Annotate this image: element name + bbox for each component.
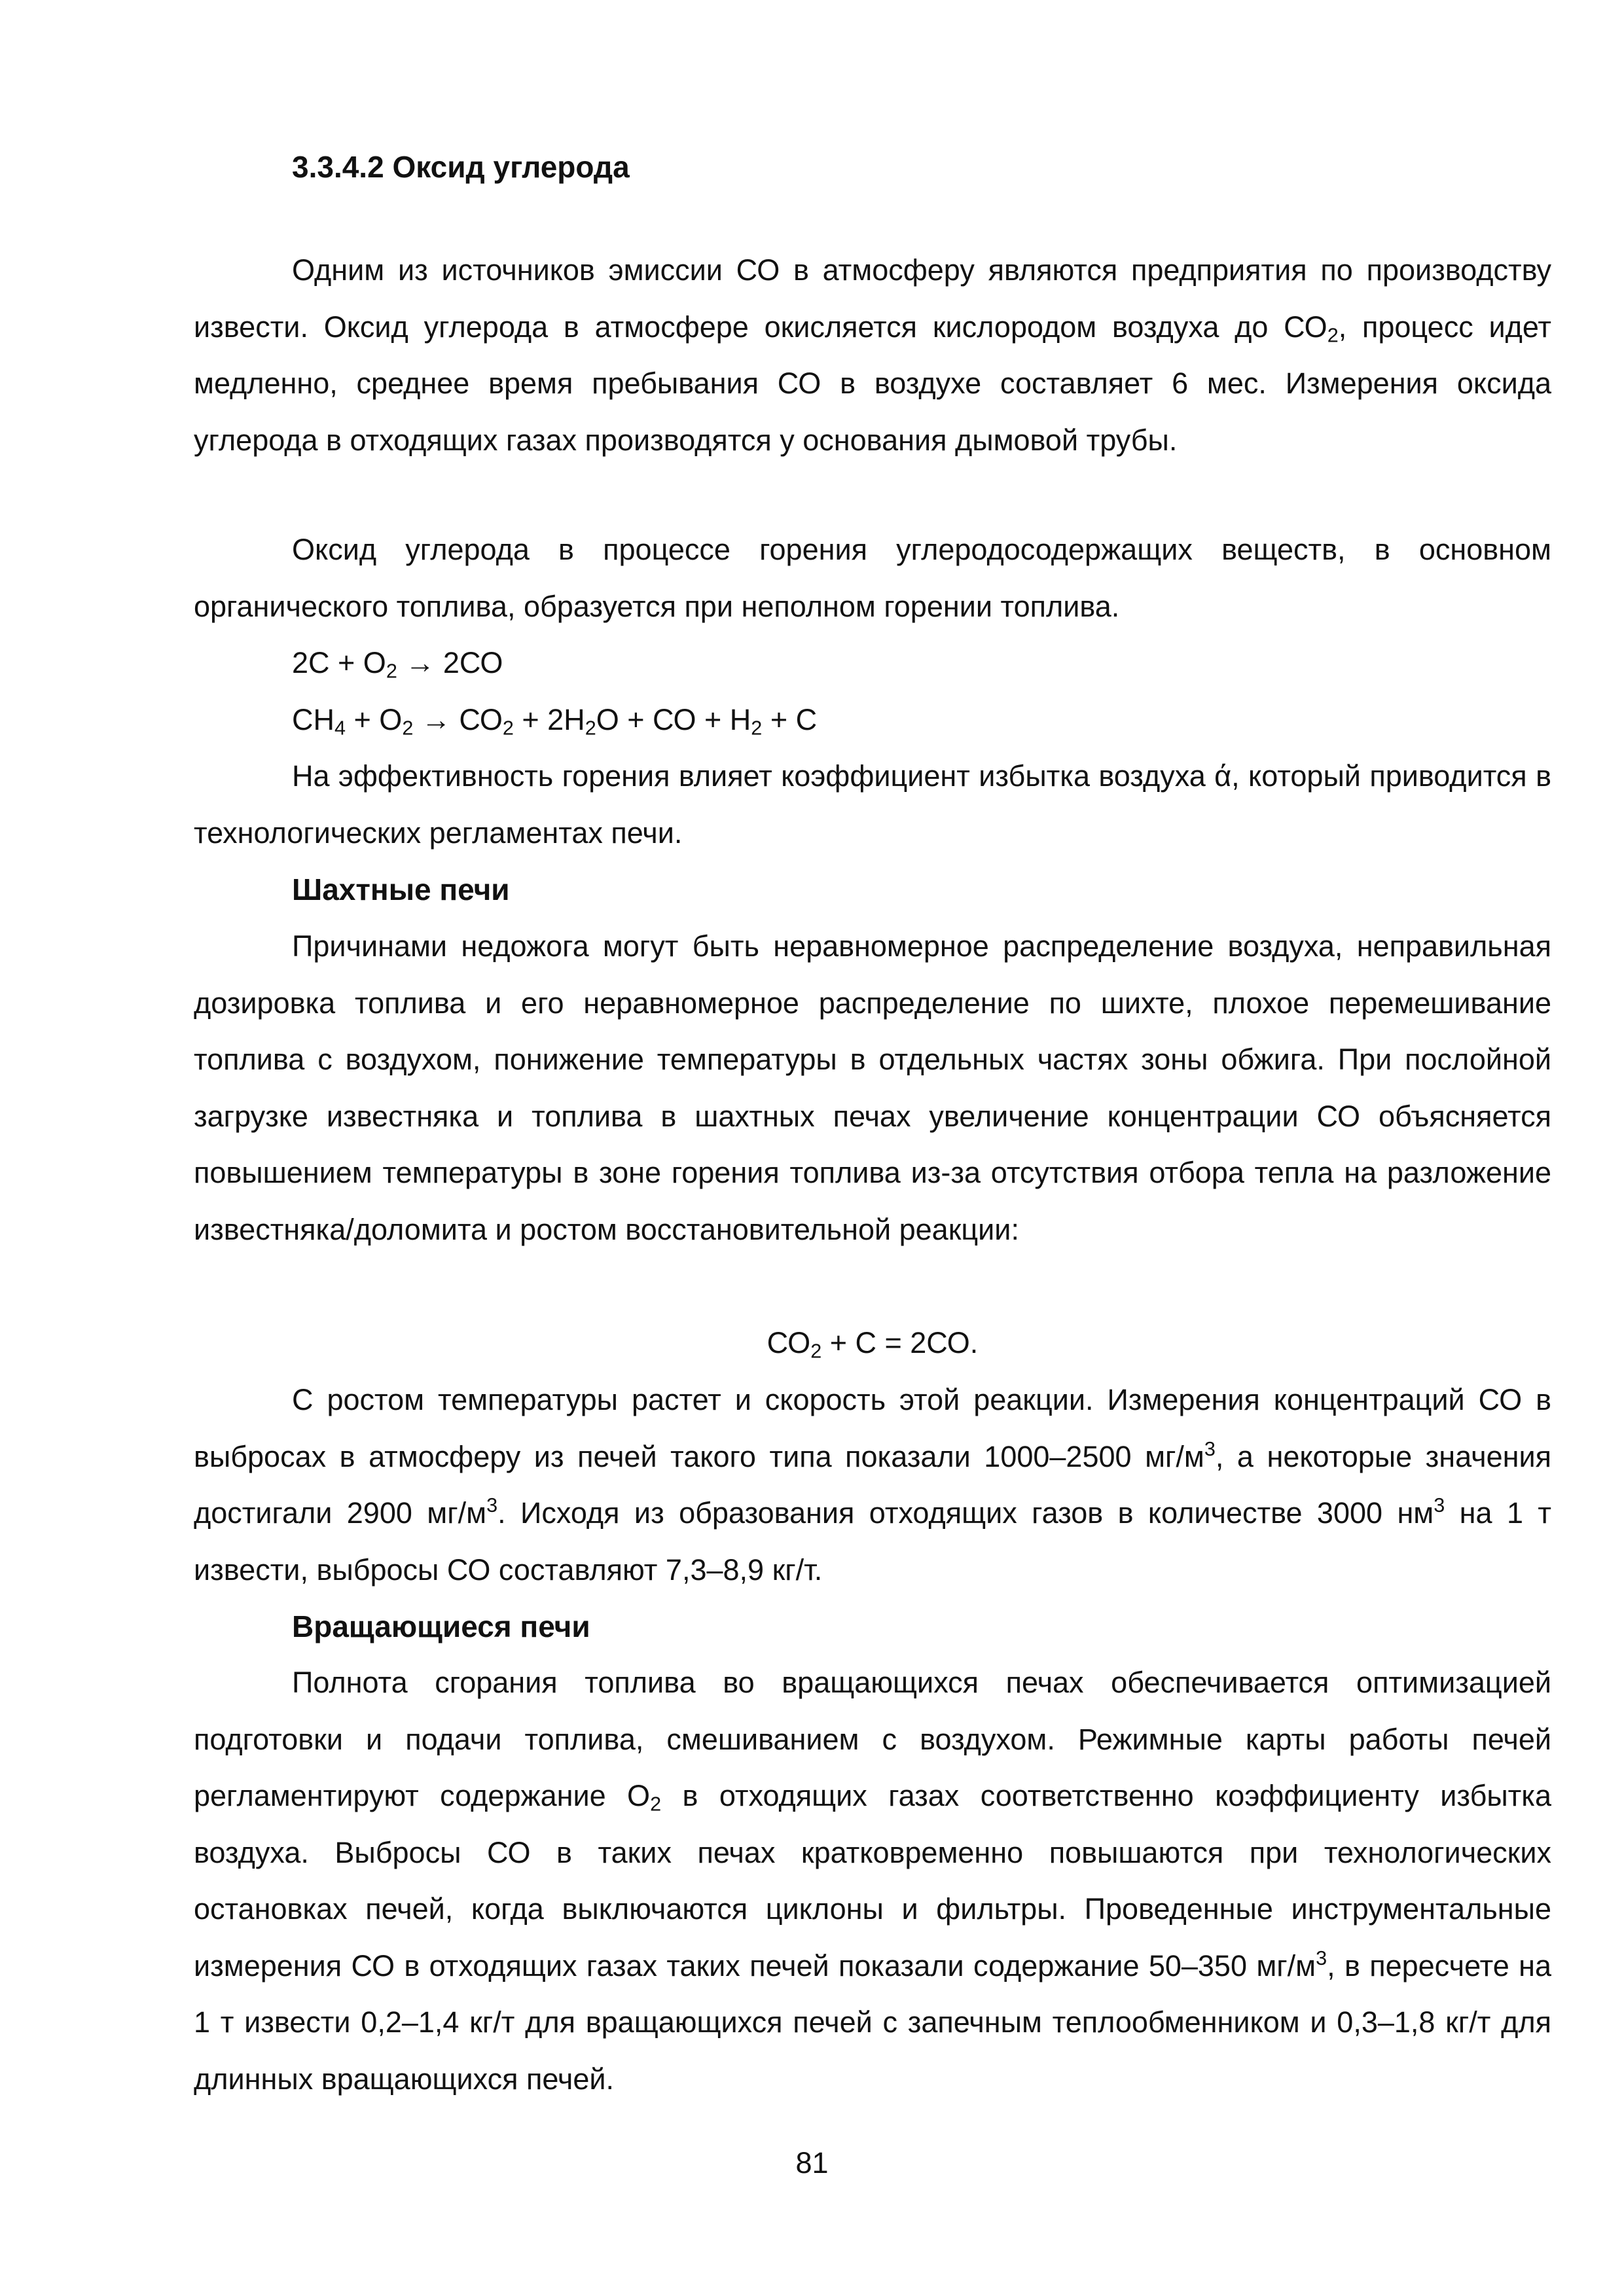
subheading-shaft-kilns: Шахтные печи bbox=[292, 872, 510, 906]
paragraph-air-excess: На эффективность горения влияет коэффициент избытка воздуха ά, который приводится в технологических регламентах печи. bbox=[194, 759, 1551, 850]
section-title: 3.3.4.2 Оксид углерода bbox=[292, 150, 630, 184]
equation-methane-combustion: $СН_4 + О_2 \to СО_2 + 2Н_2О$ + СО + $Н_2 + С$ bbox=[292, 703, 818, 740]
paragraph-co-sources: Одним из источников эмиссии СО в атмосферу являются предприятия по производству извести. Оксид углерода в атмосфере окисляется кислородом воздуха до $СО_2$, процесс идет медленно, среднее время пребывания СО в воздухе составляет 6 мес. Измерения оксида углерода в отходящих газах производятся у основания дымовой трубы. bbox=[194, 253, 1552, 457]
paragraph-co-formation: Оксид углерода в процессе горения углеродосодержащих веществ, в основном органического топлива, образуется при неполном горении топлива. bbox=[194, 533, 1551, 623]
paragraph-shaft-emissions: С ростом температуры растет и скорость этой реакции. Измерения концентраций СО в выбросах в атмосферу из печей такого типа показали 1000–2500 $мг/м^3$, а некоторые значения достигали 2900 $мг/м^3$. Исходя из образования отходящих газов в количестве 3000 $нм^3$ на 1 т извести, выбросы СО составляют 7,3–8,9 кг/т. bbox=[194, 1383, 1552, 1587]
equation-carbon-oxidation: $2С + О_2 \to 2СО$ bbox=[292, 646, 503, 683]
page-number: 81 bbox=[795, 2146, 829, 2179]
paragraph-shaft-kilns: Причинами недожога могут быть неравномерное распределение воздуха, неправильная дозировка топлива и его неравномерное распределение по шихте, плохое перемешивание топлива с воздухом, понижение температуры в отдельных частях зоны обжига. При послойной загрузке известняка и топлива в шахтных печах увеличение концентрации СО объясняется повышением температуры в зоне горения топлива из-за отсутствия отбора тепла на разложение известняка/доломита и ростом восстановительной реакции: bbox=[194, 929, 1551, 1246]
subheading-rotary-kilns: Вращающиеся печи bbox=[292, 1609, 590, 1643]
paragraph-rotary-kilns: Полнота сгорания топлива во вращающихся печах обеспечивается оптимизацией подготовки и подачи топлива, смешиванием с воздухом. Режимные карты работы печей регламентируют содержание $О_2$ в отходящих газах соответственно коэффициенту избытка воздуха. Выбросы СО в таких печах кратковременно повышаются при технологических остановках печей, когда выключаются циклоны и фильтры. Проведенные инструментальные измерения СО в отходящих газах таких печей показали содержание 50–350 $мг/м^3$, в пересчете на 1 т извести 0,2–1,4 кг/т для вращающихся печей с запечным теплообменником и 0,3–1,8 кг/т для длинных вращающихся печей. bbox=[194, 1666, 1551, 2096]
equation-boudouard: $СО_2 + С = 2СО$. bbox=[767, 1326, 979, 1363]
